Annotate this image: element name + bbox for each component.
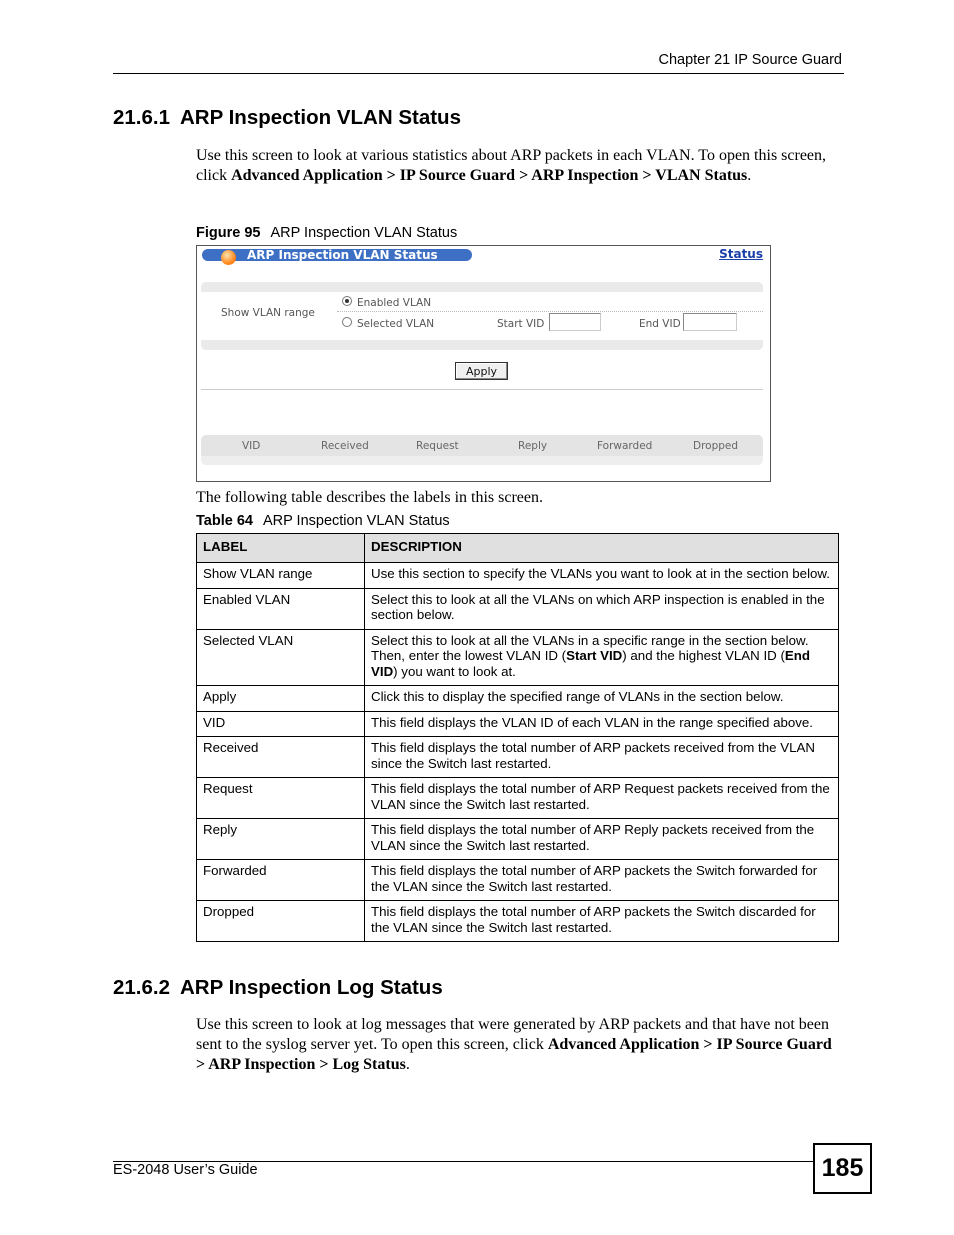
end-vid-label: End VID	[639, 318, 681, 330]
table-row	[197, 819, 839, 860]
table-row	[197, 860, 839, 901]
row-label: Received	[197, 737, 365, 778]
section-number: 21.6.2	[113, 976, 170, 999]
column-dropped: Dropped	[693, 440, 739, 452]
table-row	[197, 686, 839, 712]
section-title: ARP Inspection VLAN Status	[180, 106, 461, 129]
desc-bold: Start VID	[566, 648, 623, 663]
description-header: DESCRIPTION	[365, 534, 839, 563]
table-row	[197, 737, 839, 778]
column-reply: Reply	[518, 440, 548, 452]
title-orb-icon	[221, 250, 236, 265]
row-label: Dropped	[197, 901, 365, 942]
row-description: Click this to display the specified range of VLANs in the section below.	[365, 686, 839, 712]
panel-band-top	[201, 282, 763, 292]
menu-path: Advanced Application > IP Source Guard > ARP Inspection > Log Status	[196, 1036, 832, 1073]
table-label: Table 64	[196, 513, 253, 529]
row-label: Selected VLAN	[197, 629, 365, 686]
row-description: Select this to look at all the VLANs on which ARP inspection is enabled in the section below.	[365, 588, 839, 629]
table-row	[197, 711, 839, 737]
show-vlan-range-label: Show VLAN range	[221, 307, 315, 319]
row-description: This field displays the total number of ARP packets received from the VLAN since the Switch last restarted.	[365, 737, 839, 778]
row-label: Reply	[197, 819, 365, 860]
section-number: 21.6.1	[113, 106, 170, 129]
footer-guide-title: ES-2048 User’s Guide	[113, 1162, 258, 1178]
desc-text: Select this to look at all the VLANs in a specific range in the section below. Then, enter the lowest VLAN ID (	[371, 632, 809, 663]
table-row	[197, 778, 839, 819]
paragraph-end: .	[747, 167, 752, 184]
table-row	[197, 563, 839, 589]
row-label: Show VLAN range	[197, 563, 365, 589]
table-caption	[196, 513, 450, 529]
selected-vlan-label: Selected VLAN	[357, 318, 435, 330]
column-received: Received	[321, 440, 369, 452]
row-description: This field displays the total number of ARP Request packets received from the VLAN since the Switch last restarted.	[365, 778, 839, 819]
table-intro: The following table describes the labels in this screen.	[196, 489, 544, 506]
header-rule	[113, 73, 844, 74]
label-header: LABEL	[197, 534, 365, 563]
paragraph-text: Use this screen to look at log messages that were generated by ARP packets and that have not been sent to the syslog server yet. To open this screen, click	[196, 1016, 829, 1053]
section-paragraph	[196, 146, 842, 186]
table-header-row	[197, 534, 839, 563]
column-request: Request	[416, 440, 459, 452]
section-title: ARP Inspection Log Status	[180, 976, 443, 999]
enabled-vlan-radio[interactable]	[342, 296, 352, 306]
screen-title-bar	[202, 249, 472, 261]
status-link[interactable]: Status	[719, 247, 763, 261]
running-header: Chapter 21 IP Source Guard	[658, 52, 842, 68]
table-row	[197, 588, 839, 629]
desc-text: ) and the highest VLAN ID (	[622, 648, 785, 663]
desc-bold: End VID	[371, 648, 811, 679]
row-description: This field displays the total number of ARP packets the Switch forwarded for the VLAN since the Switch last restarted.	[365, 860, 839, 901]
row-label: Forwarded	[197, 860, 365, 901]
desc-text: ) you want to look at.	[393, 663, 516, 679]
figure-screenshot	[196, 245, 771, 482]
end-vid-input[interactable]	[683, 313, 737, 331]
status-table-header	[201, 435, 763, 456]
page-number: 185	[813, 1143, 872, 1194]
vlan-range-panel	[201, 282, 763, 350]
description-table	[196, 533, 839, 942]
row-description: This field displays the total number of ARP packets the Switch discarded for the VLAN since the Switch last restarted.	[365, 901, 839, 942]
figure-label: Figure 95	[196, 225, 261, 241]
section-paragraph	[196, 1015, 842, 1075]
figure-caption-text: ARP Inspection VLAN Status	[270, 225, 458, 241]
column-forwarded: Forwarded	[597, 440, 653, 452]
start-vid-input[interactable]	[549, 313, 601, 331]
paragraph-text: Use this screen to look at various statistics about ARP packets in each VLAN. To open this screen, click	[196, 147, 827, 184]
section-heading	[113, 106, 461, 130]
row-label: Enabled VLAN	[197, 588, 365, 629]
row-label: VID	[197, 711, 365, 737]
table-row	[197, 901, 839, 942]
figure-divider	[201, 389, 763, 390]
start-vid-label: Start VID	[497, 318, 545, 330]
row-description	[365, 629, 839, 686]
dotted-divider	[337, 311, 763, 312]
row-label: Request	[197, 778, 365, 819]
screen-title: ARP Inspection VLAN Status	[247, 248, 438, 262]
status-table-footer	[201, 456, 763, 465]
panel-band-bottom	[201, 340, 763, 350]
table-caption-text: ARP Inspection VLAN Status	[262, 513, 450, 529]
row-description: Use this section to specify the VLANs you want to look at in the section below.	[365, 563, 839, 589]
enabled-vlan-label: Enabled VLAN	[357, 297, 432, 309]
paragraph-end: .	[405, 1056, 410, 1073]
section-heading	[113, 976, 443, 1000]
table-row	[197, 629, 839, 686]
row-label: Apply	[197, 686, 365, 712]
figure-caption	[196, 225, 457, 241]
selected-vlan-radio[interactable]	[342, 317, 352, 327]
column-vid: VID	[242, 440, 261, 452]
apply-button[interactable]: Apply	[455, 362, 508, 380]
row-description: This field displays the VLAN ID of each VLAN in the range specified above.	[365, 711, 839, 737]
row-description: This field displays the total number of ARP Reply packets received from the VLAN since the Switch last restarted.	[365, 819, 839, 860]
menu-path: Advanced Application > IP Source Guard > ARP Inspection > VLAN Status	[231, 167, 748, 184]
